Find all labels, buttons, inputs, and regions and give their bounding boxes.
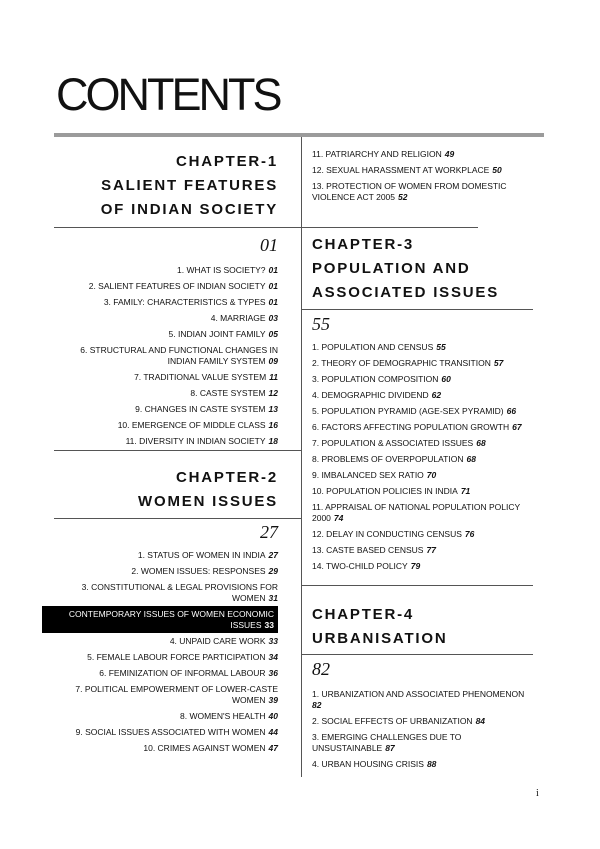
toc-item[interactable]: 1. WHAT IS SOCIETY? 01 [177, 265, 278, 275]
toc-item[interactable]: 9. CHANGES IN CASTE SYSTEM 13 [135, 404, 278, 414]
toc-item[interactable]: 7. POLITICAL EMPOWERMENT OF LOWER-CASTE WOMEN 39 [75, 684, 278, 705]
chapter-title: POPULATION AND [312, 260, 471, 277]
toc-item[interactable]: 11. APPRAISAL OF NATIONAL POPULATION POLICY 2000 74 [312, 502, 521, 523]
section-rule [301, 585, 533, 586]
chapter-title: OF INDIAN SOCIETY [100, 201, 278, 218]
toc-item[interactable]: 9. SOCIAL ISSUES ASSOCIATED WITH WOMEN 44 [75, 727, 278, 737]
page-folio: i [536, 788, 539, 799]
toc-item[interactable]: 6. STRUCTURAL AND FUNCTIONAL CHANGES IN INDIAN FAMILY SYSTEM 09 [80, 345, 278, 366]
toc-item[interactable]: 7. TRADITIONAL VALUE SYSTEM 11 [134, 372, 278, 382]
chapter-label: CHAPTER-2 [175, 469, 278, 486]
toc-item[interactable]: 8. CASTE SYSTEM 12 [190, 388, 278, 398]
toc-item[interactable]: 10. POPULATION POLICIES IN INDIA 71 [312, 486, 471, 496]
toc-item[interactable]: 2. SOCIAL EFFECTS OF URBANIZATION 84 [312, 716, 486, 726]
chapter-page-number: 55 [312, 314, 330, 334]
page-title: CONTENTS [56, 69, 280, 120]
toc-item[interactable]: 2. THEORY OF DEMOGRAPHIC TRANSITION 57 [312, 358, 504, 368]
chapter-4-block [312, 603, 542, 651]
toc-item[interactable]: 2. SALIENT FEATURES OF INDIAN SOCIETY 01 [88, 281, 278, 291]
chapter-rule [301, 309, 533, 310]
toc-item[interactable]: 7. POPULATION & ASSOCIATED ISSUES 68 [312, 438, 486, 448]
chapter-2-list [54, 547, 278, 756]
chapter-page-number: 27 [260, 522, 278, 542]
toc-item[interactable]: 1. POPULATION AND CENSUS 55 [312, 342, 446, 352]
chapter-page-number: 82 [312, 659, 330, 679]
toc-item[interactable]: 2. WOMEN ISSUES: RESPONSES 29 [131, 566, 278, 576]
toc-item[interactable]: 4. MARRIAGE 03 [210, 313, 278, 323]
toc-item[interactable]: 10. EMERGENCE OF MIDDLE CLASS 16 [117, 420, 278, 430]
toc-item[interactable]: 12. SEXUAL HARASSMENT AT WORKPLACE 50 [312, 165, 502, 175]
chapter-3-list-block [312, 313, 542, 574]
chapter-label: CHAPTER-4 [312, 606, 415, 623]
chapter-rule [301, 654, 533, 655]
chapter-1-list [54, 262, 278, 449]
chapter-2-list-continued [312, 146, 542, 205]
chapter-page-number: 01 [260, 235, 278, 255]
chapter-3-list [312, 339, 542, 574]
chapter-rule [54, 227, 478, 228]
toc-item[interactable]: 4. DEMOGRAPHIC DIVIDEND 62 [312, 390, 442, 400]
toc-item[interactable]: 12. DELAY IN CONDUCTING CENSUS 76 [312, 529, 475, 539]
title-rule [54, 133, 544, 137]
chapter-3-block [312, 233, 542, 305]
toc-item[interactable]: 5. FEMALE LABOUR FORCE PARTICIPATION 34 [87, 652, 278, 662]
toc-item[interactable]: 8. PROBLEMS OF OVERPOPULATION 68 [312, 454, 476, 464]
toc-item[interactable]: 11. DIVERSITY IN INDIAN SOCIETY 18 [125, 436, 278, 446]
toc-item[interactable]: 1. STATUS OF WOMEN IN INDIA 27 [137, 550, 278, 560]
toc-item[interactable]: 4. URBAN HOUSING CRISIS 88 [312, 759, 437, 769]
chapter-title: URBANISATION [312, 630, 448, 647]
toc-item[interactable]: 6. FEMINIZATION OF INFORMAL LABOUR 36 [99, 668, 278, 678]
chapter-2-block [54, 466, 278, 514]
toc-item[interactable]: 5. POPULATION PYRAMID (AGE-SEX PYRAMID) 66 [312, 406, 517, 416]
toc-item[interactable]: 13. CASTE BASED CENSUS 77 [312, 545, 436, 555]
chapter-title: ASSOCIATED ISSUES [312, 284, 500, 301]
chapter-label: CHAPTER-3 [312, 236, 415, 253]
toc-item[interactable]: 5. INDIAN JOINT FAMILY 05 [168, 329, 278, 339]
chapter-title: SALIENT FEATURES [101, 177, 278, 194]
chapter-rule [54, 518, 301, 519]
column-divider [301, 137, 302, 777]
toc-item[interactable]: 3. POPULATION COMPOSITION 60 [312, 374, 451, 384]
chapter-2-list-block [54, 521, 278, 756]
toc-item[interactable]: 8. WOMEN'S HEALTH 40 [180, 711, 278, 721]
toc-item[interactable]: 3. CONSTITUTIONAL & LEGAL PROVISIONS FOR WOMEN 31 [81, 582, 278, 603]
chapter-4-list [312, 686, 542, 772]
toc-item[interactable]: 14. TWO-CHILD POLICY 79 [312, 561, 421, 571]
toc-item[interactable]: 10. CRIMES AGAINST WOMEN 47 [143, 743, 278, 753]
toc-item[interactable]: 3. EMERGING CHALLENGES DUE TO UNSUSTAINABLE 87 [312, 732, 462, 753]
toc-item[interactable]: 9. IMBALANCED SEX RATIO 70 [312, 470, 437, 480]
chapter-title: WOMEN ISSUES [138, 493, 278, 510]
toc-item[interactable]: 1. URBANIZATION AND ASSOCIATED PHENOMENON 82 [312, 689, 525, 710]
toc-item[interactable]: 13. PROTECTION OF WOMEN FROM DOMESTIC VIOLENCE ACT 2005 52 [312, 181, 507, 202]
toc-item[interactable]: 4. UNPAID CARE WORK 33 [169, 636, 278, 646]
chapter-1-block [54, 150, 278, 449]
chapter-label: CHAPTER-1 [175, 153, 278, 170]
toc-item[interactable]: 11. PATRIARCHY AND RELIGION 49 [312, 149, 455, 159]
toc-item-highlighted[interactable]: CONTEMPORARY ISSUES OF WOMEN ECONOMIC ISSUES 33 [42, 606, 278, 633]
toc-item[interactable]: 6. FACTORS AFFECTING POPULATION GROWTH 67 [312, 422, 522, 432]
chapter-2-continued [312, 146, 542, 205]
toc-item[interactable]: 3. FAMILY: CHARACTERISTICS & TYPES 01 [103, 297, 278, 307]
section-rule [54, 450, 301, 451]
chapter-4-list-block [312, 658, 542, 772]
